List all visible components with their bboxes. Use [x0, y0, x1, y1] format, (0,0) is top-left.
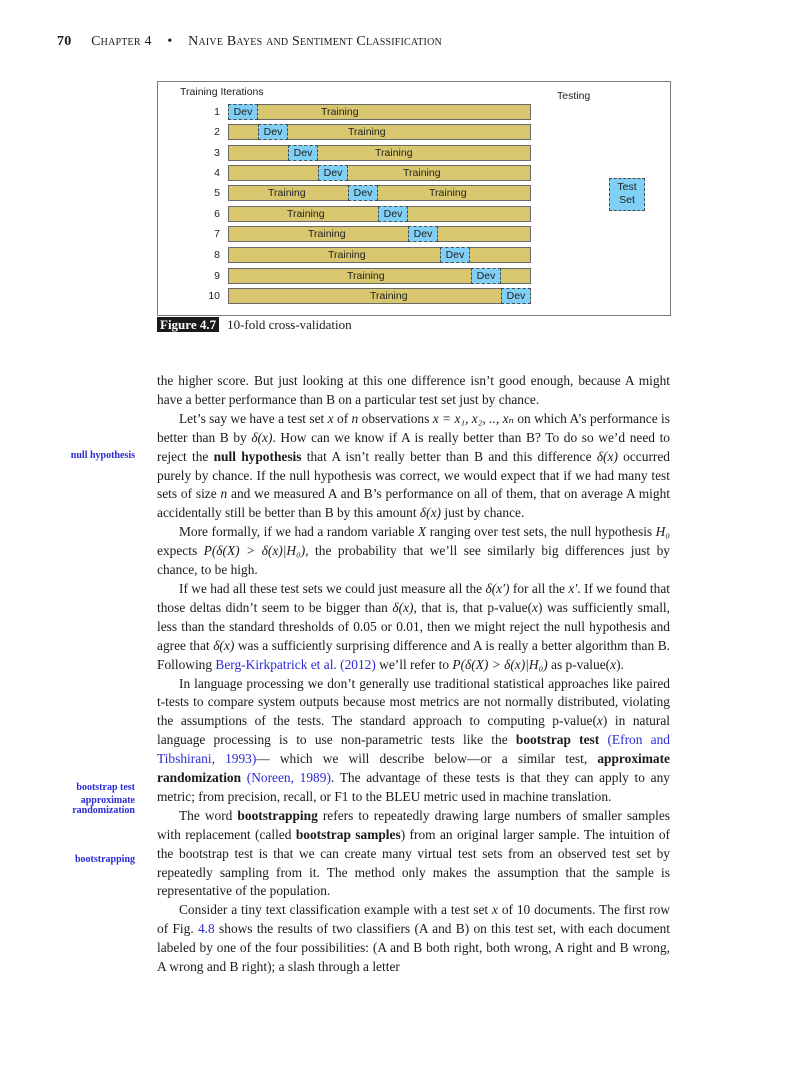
row-number: 2 — [214, 126, 220, 138]
test-set-block — [609, 178, 645, 211]
paragraph: More formally, if we had a random variable X ranging over test sets, the null hypothesis H₀ expects P(δ(X) > δ(x)|H₀), the probability that we’ll see similarly big differences just by chance, to be high. — [157, 524, 671, 578]
row-number: 3 — [214, 147, 220, 159]
row-number: 8 — [214, 249, 220, 261]
training-label: Training — [370, 290, 408, 302]
training-label: Training — [287, 208, 325, 220]
dev-block: Dev — [440, 247, 470, 263]
margin-note-bootstrapping: bootstrapping — [74, 854, 135, 865]
row-number: 4 — [214, 167, 220, 179]
training-bar — [228, 247, 531, 263]
header-bullet: • — [167, 34, 173, 49]
dev-block: Dev — [258, 124, 288, 140]
training-label: Training — [403, 167, 441, 179]
paragraph: If we had all these test sets we could just measure all the δ(x′) for all the x′. If we found that those deltas didn’t seem to be bigger than δ(x), that is, that p-value(x) was sufficiently small, less than the standard thresholds of 0.05 or 0.01, then we might reject the null hypothesis and agree that δ(x) was a sufficiently surprising difference and A is really a better algorithm than B. Following Berg-Kirkpatrick et al. (2012) we’ll refer to P(δ(X) > δ(x)|H₀) as p-value(x). — [157, 580, 670, 672]
chapter-label: Chapter 4 — [91, 34, 152, 49]
term-bootstrap-test: bootstrap test — [515, 732, 600, 748]
training-label: Training — [268, 187, 306, 199]
row-number: 5 — [214, 187, 220, 199]
citation-link[interactable]: (Noreen, 1989) — [246, 770, 331, 786]
citation-link[interactable]: (Efron and Tibshirani, 1993) — [157, 732, 670, 767]
body-text — [157, 372, 670, 977]
paragraph: In language processing we don’t generally use traditional statistical approaches like paired t-tests to compare system outputs because most metrics are not normally distributed, violating the assumptions of the tests. The standard approach to computing p-value(x) in natural language processing is to use non-parametric tests like the bootstrap test (Efron and Tibshirani, 1993)— which we will describe below—or a similar test, approximate randomization (Noreen, 1989). The advantage of these tests is that they can apply to any metric; from precision, recall, or F1 to the BLEU metric used in machine translation. — [157, 675, 671, 804]
dev-block: Dev — [378, 206, 408, 222]
dev-block: Dev — [318, 165, 348, 181]
training-label: Training — [308, 228, 346, 240]
dev-block: Dev — [288, 145, 318, 161]
citation-link[interactable]: Berg-Kirkpatrick et al. (2012) — [215, 656, 376, 672]
dev-block: Dev — [501, 288, 531, 304]
training-label: Training — [321, 106, 359, 118]
training-label: Training — [328, 249, 366, 261]
term-bootstrapping: bootstrapping — [237, 807, 318, 823]
paragraph: the higher score. But just looking at this one difference isn’t good enough, because A might have a better performance than B on a particular test set just by chance. — [157, 373, 670, 407]
dev-block: Dev — [348, 185, 378, 201]
training-label: Training — [348, 126, 386, 138]
dev-block: Dev — [408, 226, 438, 242]
paragraph: Let’s say we have a test set x of n observations x = x₁, x₂, .., xₙ on which A’s performance is better than B by δ(x). How can we know if A is really better than B? To do so we’d need to reject the null hypothesis that A isn’t really better than B and this difference δ(x) occurred purely by chance. If the null hypothesis was correct, we would expect that if we had many test sets of size n and we measured A and B’s performance on all of them, that on average A might accidentally still be better than B by this amount δ(x) just by chance. — [157, 410, 671, 521]
training-bar — [228, 104, 531, 120]
figure-number: Figure 4.7 — [157, 317, 219, 332]
dev-block: Dev — [471, 268, 501, 284]
margin-note-null-hypothesis: null hypothesis — [70, 450, 135, 461]
figure-reference-link[interactable]: 4.8 — [197, 921, 215, 937]
test-set-label-line2: Set — [619, 194, 635, 206]
term-approximate-randomization: approximate randomization — [157, 751, 670, 786]
training-iterations-label: Training Iterations — [180, 86, 264, 98]
term-null-hypothesis: null hypothesis — [213, 448, 302, 464]
margin-note-approximate-randomization: approximate randomization — [72, 795, 135, 816]
row-number: 7 — [214, 228, 220, 240]
dev-block: Dev — [228, 104, 258, 120]
chapter-title: Naive Bayes and Sentiment Classification — [188, 34, 442, 49]
cross-validation-figure — [157, 81, 671, 316]
running-header — [57, 34, 757, 54]
paragraph: Consider a tiny text classification example with a test set x of 10 documents. The first row of Fig. 4.8 shows the results of two classifiers (A and B) on this test set, with each document labeled by one of the four possibilities: (A and B both right, both wrong, A right and B wrong, A wrong and B right); a slash through a letter — [157, 902, 670, 975]
term-bootstrap-samples: bootstrap samples — [295, 826, 401, 842]
test-set-label-line1: Test — [617, 181, 637, 193]
row-number: 1 — [214, 106, 220, 118]
row-number: 6 — [214, 208, 220, 220]
paragraph: The word bootstrapping refers to repeatedly drawing large numbers of smaller samples with replacement (called bootstrap samples) from an original larger sample. The intuition of the bootstrap test is that we can create many virtual test sets from an observed test set by repeatedly sampling from it. The method only makes the assumption that the sample is representative of the population. — [157, 807, 670, 899]
training-label: Training — [347, 270, 385, 282]
testing-label: Testing — [557, 90, 591, 102]
training-label: Training — [375, 147, 413, 159]
figure-caption-text: 10-fold cross-validation — [227, 317, 352, 332]
page-number: 70 — [57, 34, 72, 49]
margin-note-bootstrap-test: bootstrap test — [76, 782, 135, 793]
training-label: Training — [429, 187, 467, 199]
training-bar — [228, 226, 531, 242]
figure-caption — [157, 317, 352, 333]
training-bar — [228, 165, 531, 181]
row-number: 9 — [214, 270, 220, 282]
row-number: 10 — [208, 290, 220, 302]
